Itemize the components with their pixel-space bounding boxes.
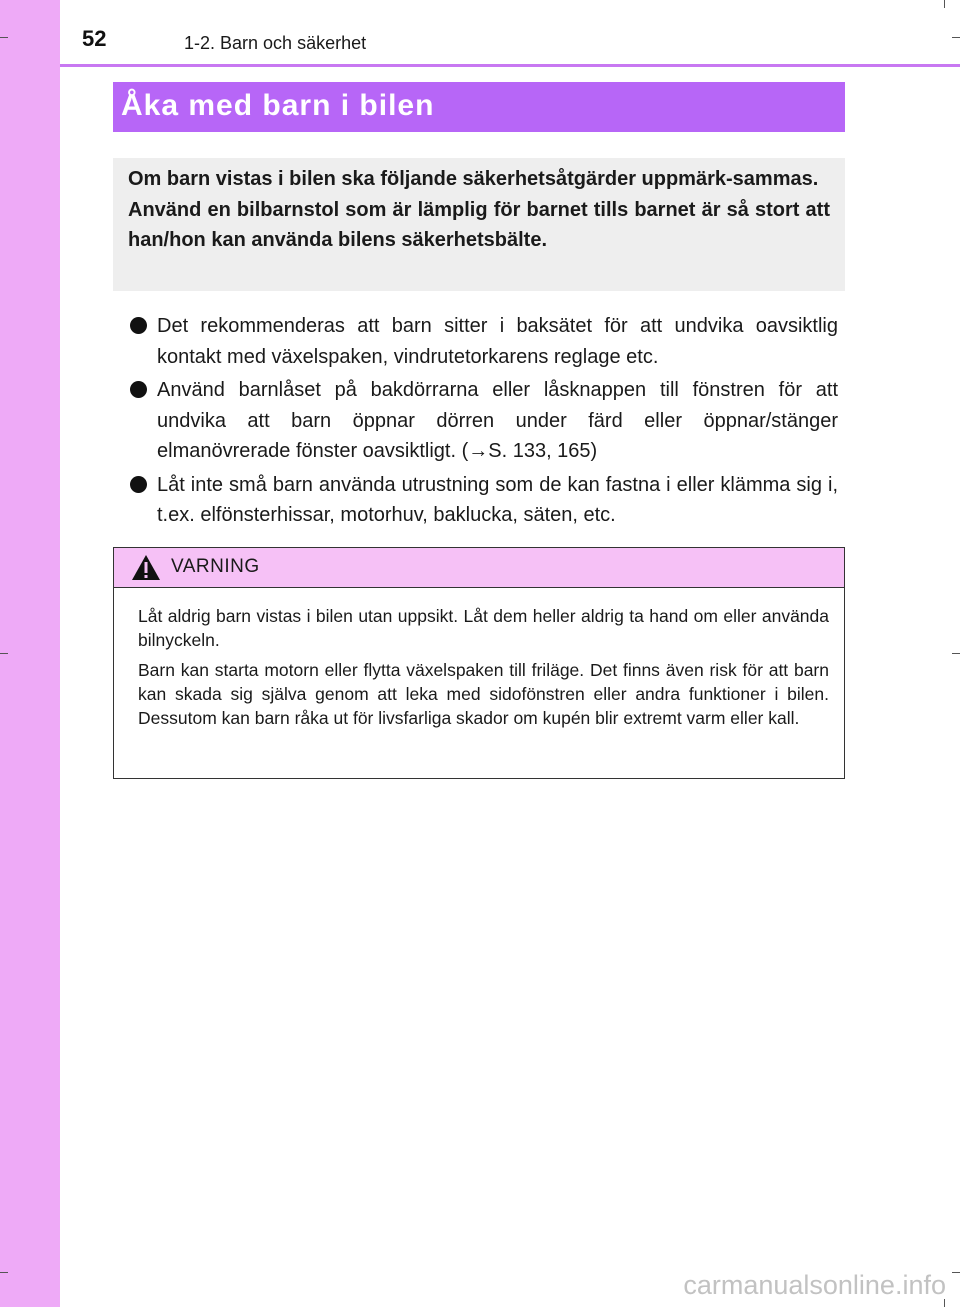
bullet-icon xyxy=(130,317,147,334)
crop-mark xyxy=(952,37,960,38)
breadcrumb: 1-2. Barn och säkerhet xyxy=(184,33,367,53)
intro-paragraph: Om barn vistas i bilen ska följande säkerhetsåtgärder uppmärk-sammas. xyxy=(128,168,819,190)
side-color-band xyxy=(0,0,60,1307)
warning-label: VARNING xyxy=(171,556,260,577)
crop-mark xyxy=(0,1272,8,1273)
crop-mark xyxy=(0,653,8,654)
crop-mark xyxy=(0,37,8,38)
list-item xyxy=(128,470,838,531)
bullet-icon xyxy=(130,381,147,398)
list-item-text: Det rekommenderas att barn sitter i baksätet för att undvika oavsiktlig kontakt med växelspaken, vindrutetorkarens reglage etc. xyxy=(157,315,838,368)
list-item-text: Låt inte små barn använda utrustning som de kan fastna i eller klämma sig i, t.ex. elfönsterhissar, motorhuv, baklucka, säten, etc. xyxy=(157,473,838,526)
bullet-list xyxy=(128,311,838,534)
warning-box xyxy=(113,547,845,779)
crop-mark xyxy=(952,653,960,654)
intro-box xyxy=(113,158,845,291)
section-title: Åka med barn i bilen xyxy=(113,82,845,132)
header-divider xyxy=(60,64,960,67)
intro-paragraph: Använd en bilbarnstol som är lämplig för barnet tills barnet är så stort att han/hon kan använda bilens säkerhetsbälte. xyxy=(128,198,830,251)
watermark: carmanualsonline.info xyxy=(683,1270,946,1300)
list-item-text: Använd barnlåset på bakdörrarna eller låsknappen till fönstren för att undvika att barn öppnar dörren under färd eller öppnar/stänger elmanövrerade fönster oavsiktligt. (→S. 133, 165) xyxy=(157,379,838,462)
crop-mark xyxy=(952,1272,960,1273)
warning-paragraph: Barn kan starta motorn eller flytta växelspaken till friläge. Det finns även risk för att barn kan skada sig själva genom att leka med sidofönstren eller andra funktioner i bilen. Dessutom kan barn råka ut för livsfarliga skador om kupén blir extremt varm eller kall. xyxy=(138,660,829,728)
bullet-icon xyxy=(130,476,147,493)
list-item xyxy=(128,375,838,467)
crop-mark xyxy=(944,0,945,8)
warning-header xyxy=(114,548,844,588)
list-item xyxy=(128,311,838,372)
warning-body xyxy=(114,588,844,730)
warning-triangle-icon xyxy=(131,554,161,586)
warning-paragraph: Låt aldrig barn vistas i bilen utan uppsikt. Låt dem heller aldrig ta hand om eller använda bilnyckeln. xyxy=(138,606,829,650)
page-number: 52 xyxy=(82,26,107,51)
